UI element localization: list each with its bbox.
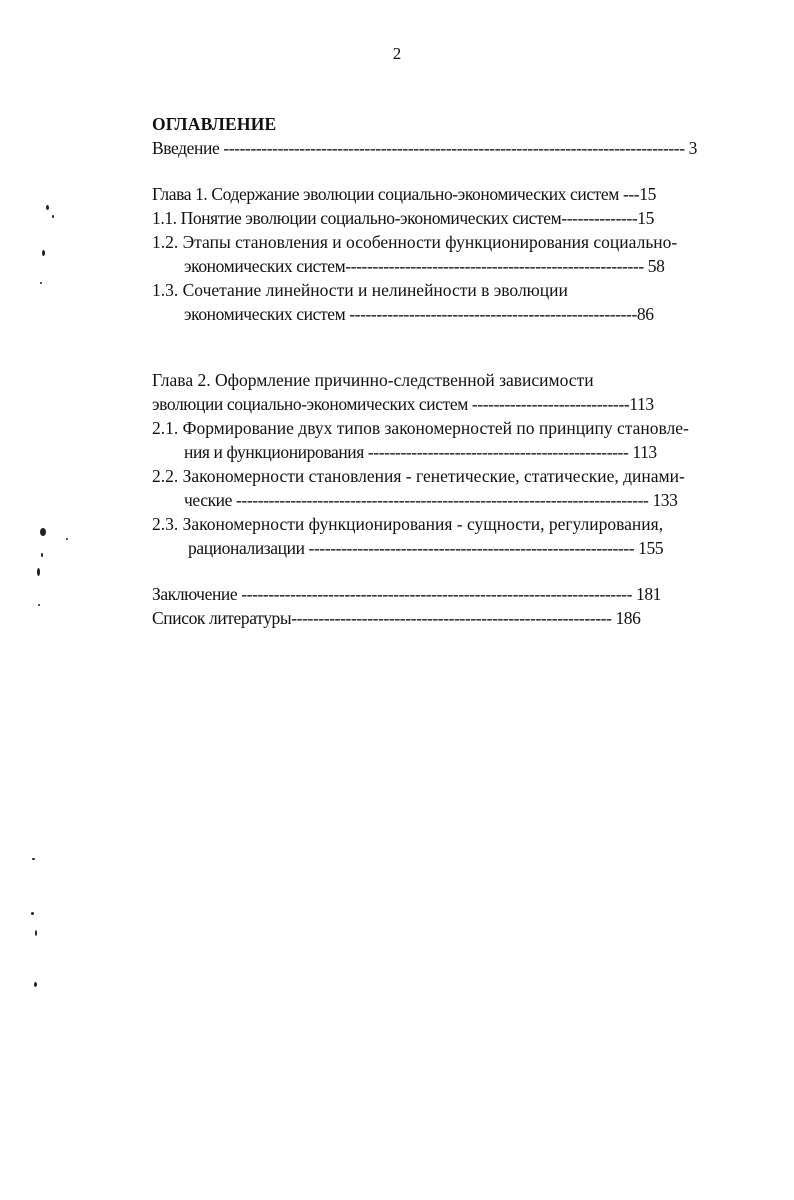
scan-speck [66,538,68,540]
toc-entry-2-3-line-2: рационализации ------------------------------------------------------------ 155 [188,538,664,558]
toc-entry-conclusion: Заключение ------------------------------------------------------------------------ 181 [152,584,662,604]
scan-speck [40,282,42,284]
toc-title: ОГЛАВЛЕНИЕ [152,114,277,134]
toc-entry-2-1-line-1: 2.1. Формирование двух типов закономерностей по принципу становле- [152,418,689,438]
scan-speck [41,553,43,557]
toc-entry-1-1: 1.1. Понятие эволюции социально-экономических систем--------------15 [152,208,654,228]
toc-entry-2-3-line-1: 2.3. Закономерности функционирования - сущности, регулирования, [152,514,664,534]
toc-entry-1-3-line-2: экономических систем -----------------------------------------------------86 [184,304,654,324]
scan-speck [35,930,37,936]
toc-entry-2-2-line-2: ческие ---------------------------------------------------------------------------- 133 [184,490,678,510]
scan-speck [31,912,34,915]
toc-entry-references: Список литературы----------------------------------------------------------- 186 [152,608,641,628]
scan-speck [52,215,54,218]
scan-speck [34,982,37,987]
toc-entry-1-3-line-1: 1.3. Сочетание линейности и нелинейности в эволюции [152,280,568,300]
page-number: 2 [392,44,402,63]
toc-entry-2-2-line-1: 2.2. Закономерности становления - генетические, статические, динами- [152,466,685,486]
toc-entry-introduction: Введение ------------------------------------------------------------------------------------- 3 [152,138,697,158]
toc-chapter-1-heading: Глава 1. Содержание эволюции социально-экономических систем ---15 [152,184,656,204]
scan-speck [38,604,40,606]
toc-entry-1-2-line-1: 1.2. Этапы становления и особенности функционирования социально- [152,232,678,252]
scan-speck [40,528,46,536]
scan-speck [37,568,40,576]
table-of-contents [152,112,742,630]
scan-speck [42,250,45,256]
scan-speck [46,205,49,210]
toc-entry-1-2-line-2: экономических систем------------------------------------------------------- 58 [184,256,665,276]
scan-speck [32,858,35,860]
toc-chapter-2-heading-line-1: Глава 2. Оформление причинно-следственной зависимости [152,370,594,390]
toc-entry-2-1-line-2: ния и функционирования ------------------------------------------------ 113 [184,442,657,462]
toc-chapter-2-heading-line-2: эволюции социально-экономических систем -----------------------------113 [152,394,654,414]
